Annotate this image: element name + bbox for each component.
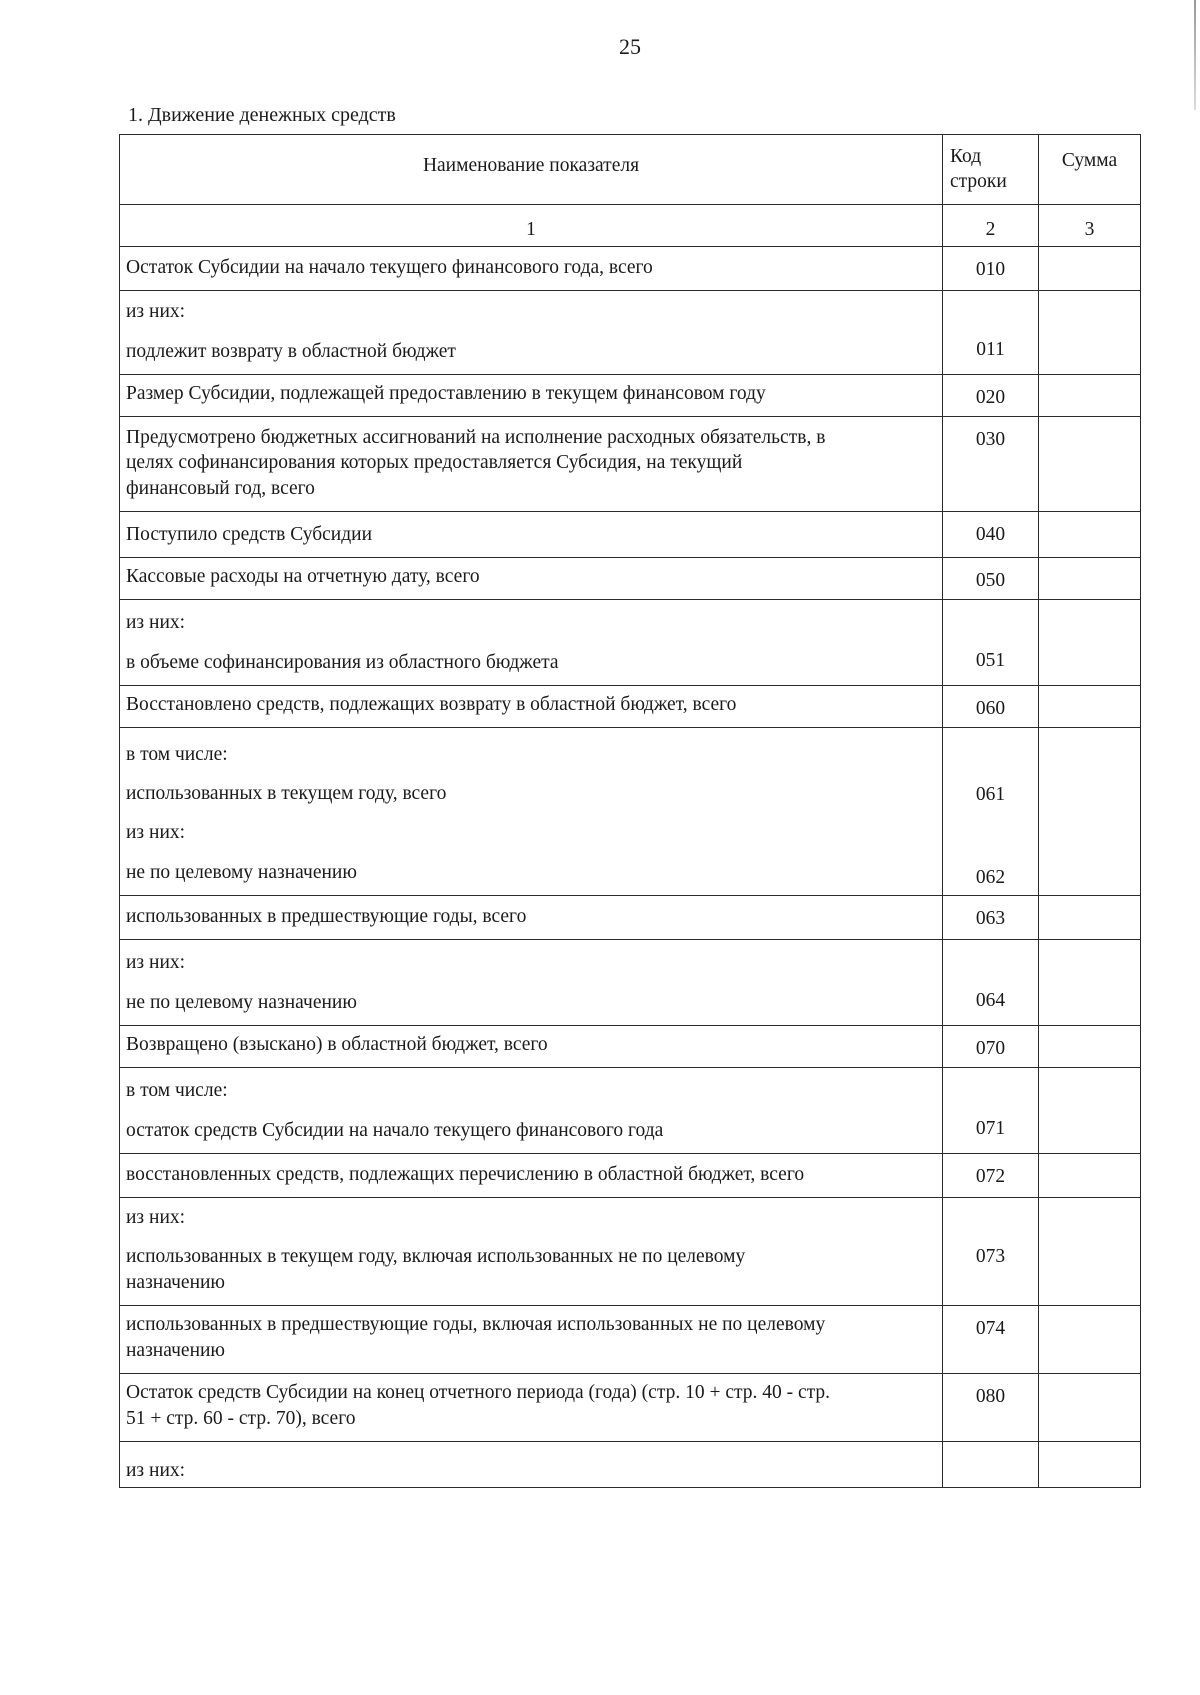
row-sum — [1039, 896, 1141, 940]
table-row — [120, 1026, 1141, 1068]
column-index-sum: 3 — [1039, 205, 1141, 247]
row-prefix: из них: — [126, 1207, 186, 1228]
row-prefix: из них: — [126, 822, 186, 844]
row-name: из них: не по целевому назначению — [120, 940, 943, 1026]
table-row — [120, 247, 1141, 291]
row-sum — [1039, 247, 1141, 291]
table-row — [120, 417, 1141, 512]
row-sum — [1039, 1154, 1141, 1198]
row-sum — [1039, 512, 1141, 558]
row-name: из них: в объеме софинансирования из областного бюджета — [120, 600, 943, 686]
column-index-name: 1 — [120, 205, 943, 247]
column-index-code: 2 — [943, 205, 1039, 247]
table-header-row — [120, 135, 1141, 205]
row-sum — [1039, 1374, 1141, 1442]
row-name: из них: использованных в текущем году, включая использованных не по целевому назначению — [120, 1198, 943, 1306]
row-sum — [1039, 686, 1141, 728]
table-row — [120, 512, 1141, 558]
row-code: 060 — [943, 686, 1039, 728]
row-name: в том числе: остаток средств Субсидии на начало текущего финансового года — [120, 1068, 943, 1154]
row-prefix: из них: — [126, 952, 186, 974]
row-name: использованных в предшествующие годы, всего — [120, 896, 943, 940]
row-code: 061 062 — [943, 728, 1039, 896]
table-row — [120, 1442, 1141, 1488]
row-code: 063 — [943, 896, 1039, 940]
row-name: Размер Субсидии, подлежащей предоставлению в текущем финансовом году — [120, 375, 943, 417]
row-code: 020 — [943, 375, 1039, 417]
row-code — [943, 1442, 1039, 1488]
row-name: Предусмотрено бюджетных ассигнований на исполнение расходных обязательств, в целях софинансирования которых предоставляется Субсидия, на текущий финансовый год, всего — [120, 417, 943, 512]
row-sum — [1039, 1198, 1141, 1306]
table-row — [120, 558, 1141, 600]
row-code: 074 — [943, 1306, 1039, 1374]
row-prefix: из них: — [126, 612, 186, 634]
row-prefix: в том числе: — [126, 743, 228, 765]
table-row — [120, 728, 1141, 896]
row-name: Восстановлено средств, подлежащих возврату в областной бюджет, всего — [120, 686, 943, 728]
row-code: 071 — [943, 1068, 1039, 1154]
table-row — [120, 291, 1141, 375]
row-code: 070 — [943, 1026, 1039, 1068]
row-sum — [1039, 558, 1141, 600]
row-name: в том числе: использованных в текущем году, всего из них: не по целевому назначению — [120, 728, 943, 896]
header-sum: Сумма — [1039, 135, 1141, 205]
row-sum — [1039, 940, 1141, 1026]
row-code: 051 — [943, 600, 1039, 686]
table-row — [120, 896, 1141, 940]
row-name: восстановленных средств, подлежащих перечислению в областной бюджет, всего — [120, 1154, 943, 1198]
table-row — [120, 1198, 1141, 1306]
table-row — [120, 686, 1141, 728]
row-code: 011 — [943, 291, 1039, 375]
row-name: использованных в предшествующие годы, включая использованных не по целевому назначению — [120, 1306, 943, 1374]
row-sum — [1039, 600, 1141, 686]
header-code: Код строки — [943, 135, 1039, 205]
row-sum — [1039, 417, 1141, 512]
row-sum — [1039, 1442, 1141, 1488]
row-sum — [1039, 375, 1141, 417]
row-sum — [1039, 291, 1141, 375]
row-prefix: в том числе: — [126, 1080, 228, 1102]
table-row — [120, 600, 1141, 686]
row-name: Остаток средств Субсидии на конец отчетного периода (года) (стр. 10 + стр. 40 - стр. 51 + стр. 60 - стр. 70), всего — [120, 1374, 943, 1442]
row-sum — [1039, 1306, 1141, 1374]
row-name: Возвращено (взыскано) в областной бюджет, всего — [120, 1026, 943, 1068]
row-code: 040 — [943, 512, 1039, 558]
page-number: 25 — [619, 34, 641, 59]
row-code: 064 — [943, 940, 1039, 1026]
row-sum — [1039, 1068, 1141, 1154]
row-code: 072 — [943, 1154, 1039, 1198]
row-sum — [1039, 728, 1141, 896]
row-name: из них: — [120, 1442, 943, 1488]
cash-flow-table — [119, 134, 1141, 1488]
row-code: 080 — [943, 1374, 1039, 1442]
table-row — [120, 940, 1141, 1026]
table-row — [120, 375, 1141, 417]
section-title: 1. Движение денежных средств — [128, 104, 396, 126]
table-row — [120, 1154, 1141, 1198]
row-name: Кассовые расходы на отчетную дату, всего — [120, 558, 943, 600]
row-code: 073 — [943, 1198, 1039, 1306]
row-sum — [1039, 1026, 1141, 1068]
header-name: Наименование показателя — [120, 135, 943, 205]
column-index-row — [120, 205, 1141, 247]
row-name: Остаток Субсидии на начало текущего финансового года, всего — [120, 247, 943, 291]
row-prefix: из них: — [126, 301, 186, 323]
table-row — [120, 1068, 1141, 1154]
row-code: 030 — [943, 417, 1039, 512]
row-name: из них: подлежит возврату в областной бюджет — [120, 291, 943, 375]
row-code: 050 — [943, 558, 1039, 600]
row-code: 010 — [943, 247, 1039, 291]
row-name: Поступило средств Субсидии — [120, 512, 943, 558]
table-row — [120, 1306, 1141, 1374]
table-row — [120, 1374, 1141, 1442]
